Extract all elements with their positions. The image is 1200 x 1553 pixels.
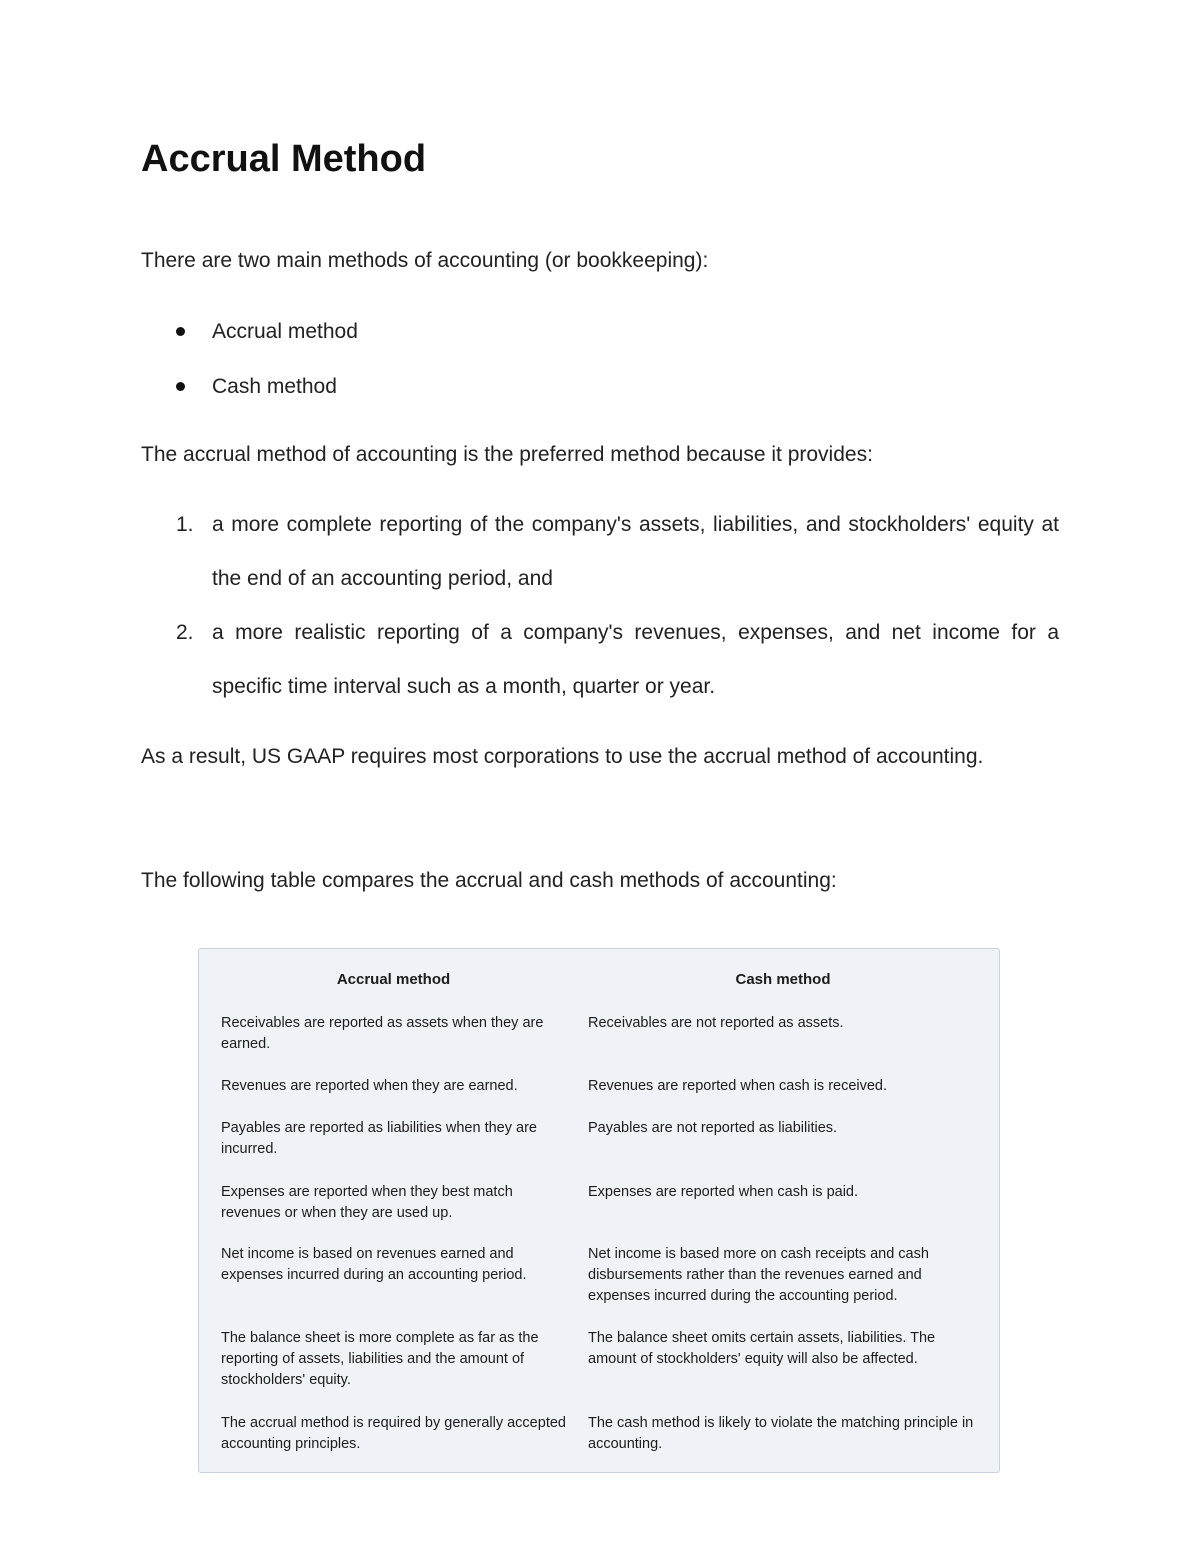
comparison-table — [198, 948, 1000, 1473]
list-number: 1. — [176, 513, 194, 536]
intro-paragraph: There are two main methods of accounting (or bookkeeping): — [141, 249, 709, 272]
table-cell: The cash method is likely to violate the matching principle in accounting. — [588, 1415, 974, 1452]
bullet-icon — [176, 382, 185, 391]
table-cell: Revenues are reported when cash is received. — [588, 1078, 888, 1094]
table-cell: The balance sheet omits certain assets, liabilities. The amount of stockholders' equity will also be affected. — [588, 1330, 936, 1367]
list-item: 2. a more realistic reporting of a company's revenues, expenses, and net income for a specific time interval such as a month, quarter or year. — [141, 606, 1059, 714]
column-header-cash: Cash method — [735, 971, 831, 988]
page-title: Accrual Method — [141, 138, 427, 180]
list-item: Accrual method — [141, 304, 358, 359]
list-number: 2. — [176, 621, 194, 644]
column-header-accrual: Accrual method — [336, 971, 451, 988]
table-cell: Receivables are not reported as assets. — [588, 1015, 844, 1031]
table-cell: Revenues are reported when they are earned. — [221, 1078, 518, 1094]
table-cell: Expenses are reported when they best match revenues or when they are used up. — [221, 1184, 513, 1221]
list-item: 1. a more complete reporting of the company's assets, liabilities, and stockholders' equity at the end of an accounting period, and — [141, 498, 1059, 606]
table-cell: The accrual method is required by generally accepted accounting principles. — [221, 1415, 566, 1452]
table-cell: Payables are reported as liabilities when they are incurred. — [221, 1120, 537, 1157]
table-lead-paragraph: The following table compares the accrual and cash methods of accounting: — [141, 869, 837, 892]
list-item: Cash method — [141, 359, 358, 414]
preferred-lead-paragraph: The accrual method of accounting is the preferred method because it provides: — [141, 443, 873, 466]
table-cell: Receivables are reported as assets when they are earned. — [221, 1015, 544, 1052]
table-cell: Net income is based more on cash receipts and cash disbursements rather than the revenues earned and expenses incurred during the accounting period. — [588, 1246, 929, 1304]
methods-list — [141, 304, 358, 414]
reasons-list — [141, 498, 1059, 714]
bullet-icon — [176, 327, 185, 336]
table-cell: Net income is based on revenues earned and expenses incurred during an accounting period. — [221, 1246, 527, 1283]
table-cell: The balance sheet is more complete as far as the reporting of assets, liabilities and the amount of stockholders' equity. — [221, 1330, 539, 1388]
conclusion-paragraph: As a result, US GAAP requires most corporations to use the accrual method of accounting. — [141, 745, 984, 768]
table-cell: Expenses are reported when cash is paid. — [588, 1184, 859, 1200]
table-cell: Payables are not reported as liabilities. — [588, 1120, 838, 1136]
